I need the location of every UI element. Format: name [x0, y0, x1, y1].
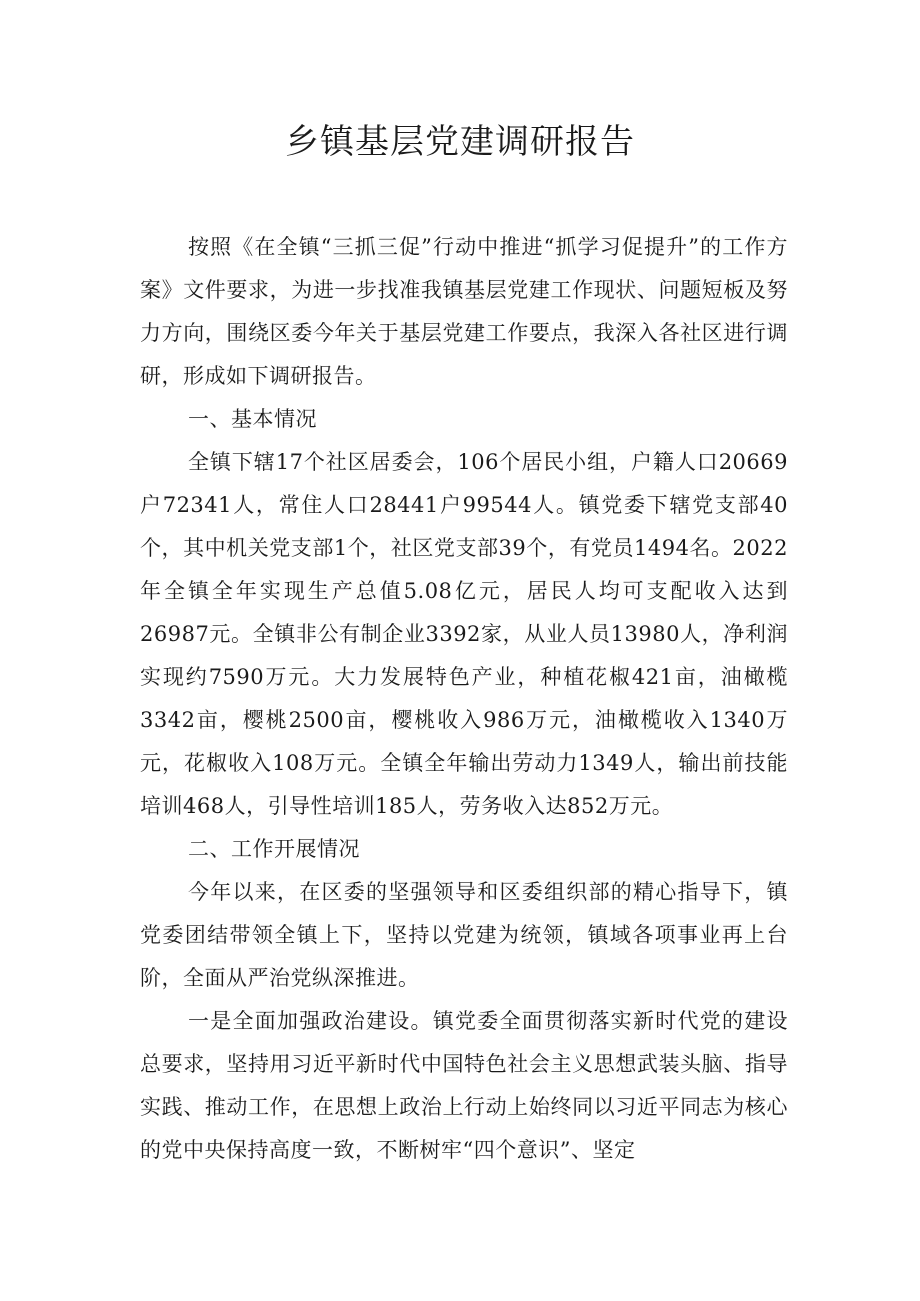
political-construction-paragraph: 一是全面加强政治建设。镇党委全面贯彻落实新时代党的建设总要求，坚持用习近平新时代中国特色社会主义思想武装头脑、指导实践、推动工作，在思想上政治上行动上始终同以习近平同志为核心的党中央保持高度一致，不断树牢“四个意识”、坚定	[140, 1009, 788, 1162]
intro-paragraph: 按照《在全镇“三抓三促”行动中推进“抓学习促提升”的工作方案》文件要求，为进一步找准我镇基层党建工作现状、问题短板及努力方向，围绕区委今年关于基层党建工作要点，我深入各社区进行调研，形成如下调研报告。	[140, 235, 788, 388]
section-heading-basic-situation: 一、基本情况	[188, 407, 317, 431]
document-title: 乡镇基层党建调研报告	[285, 122, 635, 162]
work-progress-intro-paragraph: 今年以来，在区委的坚强领导和区委组织部的精心指导下，镇党委团结带领全镇上下，坚持以党建为统领，镇域各项事业再上台阶，全面从严治党纵深推进。	[140, 880, 788, 990]
basic-situation-paragraph: 全镇下辖17个社区居委会，106个居民小组，户籍人口20669户72341人，常住人口28441户99544人。镇党委下辖党支部40个，其中机关党支部1个，社区党支部39个，有党员1494名。2022年全镇全年实现生产总值5.08亿元，居民人均可支配收入达到26987元。全镇非公有制企业3392家，从业人员13980人，净利润实现约7590万元。大力发展特色产业，种植花椒421亩，油橄榄3342亩，樱桃2500亩，樱桃收入986万元，油橄榄收入1340万元，花椒收入108万元。全镇全年输出劳动力1349人，输出前技能培训468人，引导性培训185人，劳务收入达852万元。	[140, 450, 788, 818]
document-body	[140, 226, 788, 1172]
section-heading-work-progress: 二、工作开展情况	[188, 837, 360, 861]
